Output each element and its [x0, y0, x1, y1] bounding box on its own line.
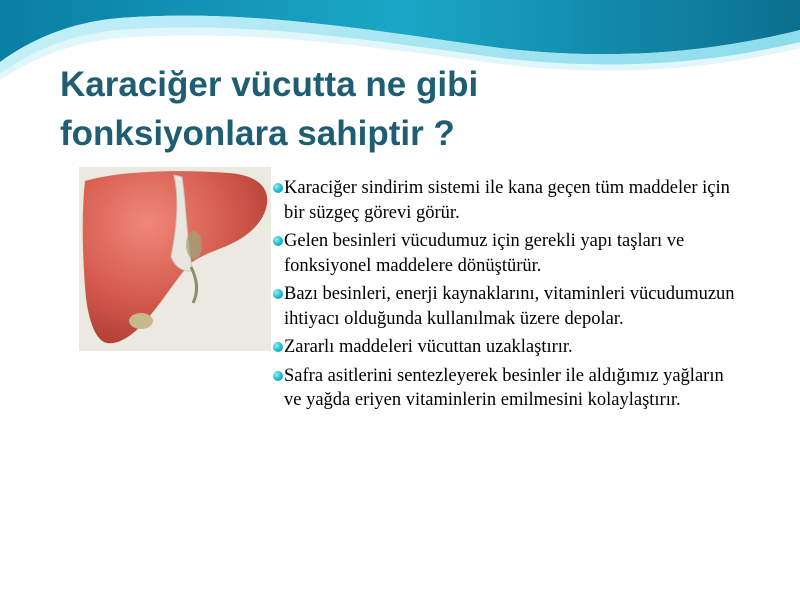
bullet-text: Gelen besinleri vücudumuz için gerekli yapı taşları ve fonksiyonel maddelere dönüştürür.	[284, 231, 685, 276]
bullet-icon	[273, 289, 283, 299]
bullet-text: Safra asitlerini sentezleyerek besinler ile aldığımız yağların ve yağda eriyen vitaminlerin emilmesini kolaylaştırır.	[284, 365, 724, 410]
bullet-text: Zararlı maddeleri vücuttan uzaklaştırır.	[284, 337, 573, 357]
liver-icon	[79, 167, 271, 351]
bullet-icon	[273, 342, 283, 352]
title-line-2: fonksiyonlara sahiptir ?	[60, 114, 455, 153]
list-item	[272, 229, 742, 278]
page-title	[60, 60, 580, 158]
list-item	[272, 364, 742, 413]
list-item	[272, 335, 742, 360]
title-line-1: Karaciğer vücutta ne gibi	[60, 65, 479, 104]
bullet-icon	[273, 183, 283, 193]
list-item	[272, 176, 742, 225]
list-item	[272, 282, 742, 331]
liver-image	[79, 167, 271, 351]
bullet-icon	[273, 236, 283, 246]
bullet-text: Karaciğer sindirim sistemi ile kana geçen tüm maddeler için bir süzgeç görevi görür.	[284, 178, 730, 223]
bullet-text: Bazı besinleri, enerji kaynaklarını, vitaminleri vücudumuzun ihtiyacı olduğunda kullanılmak üzere depolar.	[284, 284, 735, 329]
bullet-list	[272, 176, 742, 417]
bullet-icon	[273, 371, 283, 381]
